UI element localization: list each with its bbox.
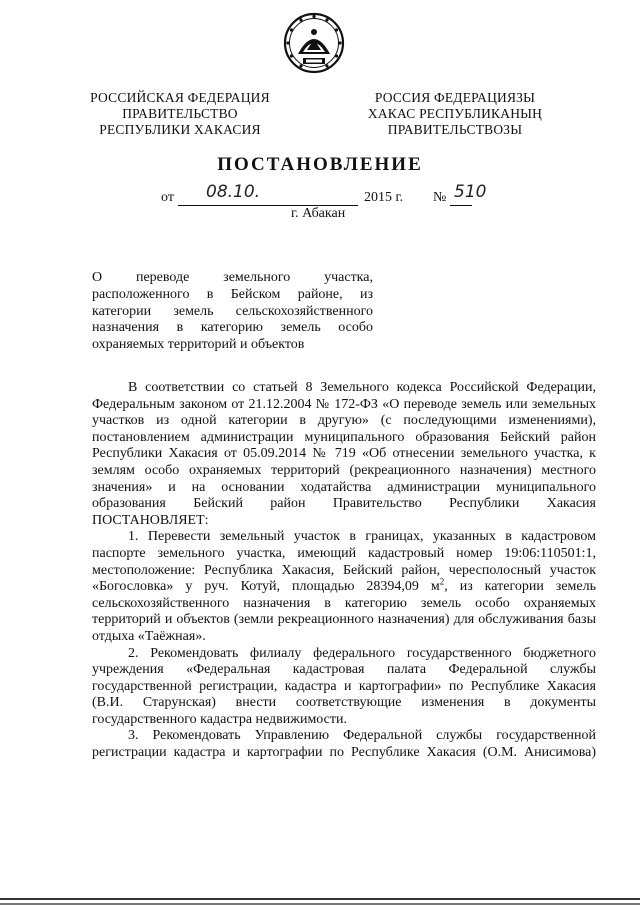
preamble-line: Федеральным законом от 21.12.2004 № 172-ФЗ «О переводе земель или земельных [92,396,596,412]
paragraph-3-line: регистрации кадастра и картографии по Республике Хакасия (О.М. Анисимова) [92,745,596,761]
paragraph-3-line: 3. Рекомендовать Управлению Федеральной службы государственной [128,728,596,744]
handwritten-number: 510 [454,182,487,202]
paragraph-1-line: местоположение: Республика Хакасия, Бейский район, чересполосный участок [92,562,596,578]
handwritten-date: 08.10. [206,182,261,202]
preamble-line: В соответствии со статьей 8 Земельного кодекса Российской Федерации, [128,380,596,395]
area-superscript: 2 [439,576,445,587]
subject-block [92,270,373,354]
date-prefix: от [161,190,174,205]
city-name: г. Абакан [291,206,346,221]
paragraph-2-line: 2. Рекомендовать филиалу федерального государственного бюджетного [128,645,596,661]
paragraph-2-line: учреждения «Федеральная кадастровая палата Федеральной службы [92,662,596,678]
paragraph-1-line: территорий и объектов (земли рекреационного назначения) для обслуживания базы [92,612,596,628]
subject-line: О переводе земельного участка, [92,270,373,285]
area-text: «Богословка» у руч. Котуй, площадью 28394,09 м [92,579,440,595]
paragraph-2-line: (В.И. Старунская) внести соответствующие изменения в документы [92,695,596,711]
subject-line: назначения в категорию земель особо [92,320,373,336]
preamble-line: землям особо охраняемых территорий (рекреационного назначения) местного [92,462,596,478]
document-body [92,380,596,762]
header-right-line: ПРАВИТЕЛЬСТВОЗЫ [387,122,523,137]
preamble-line: постановлением администрации муниципального образования Бейский район [92,429,596,445]
header-left-line: ПРАВИТЕЛЬСТВО [122,106,238,121]
paragraph-1-line: 1. Перевести земельный участок в границах, указанных в кадастровом [128,529,596,545]
preamble-line: участков из одной категории в другую» (с последующими изменениями), [92,413,596,429]
subject-line: категории земель сельскохозяйственного [92,303,373,319]
preamble-line: ПОСТАНОВЛЯЕТ: [92,512,209,528]
preamble-line: Республики Хакасия от 05.09.2014 № 719 «Об отнесении земельного участка, к [92,446,596,462]
paragraph-2-line: государственной регистрации, кадастра и картографии» по Республике Хакасия [92,678,596,694]
header-left-line: РЕСПУБЛИКИ ХАКАСИЯ [99,122,261,137]
area-tail-text: , из категории земель [444,579,596,595]
header-right-block [355,90,555,138]
header-left-block [80,90,280,138]
paragraph-1-area-line [92,576,596,596]
date-underline [178,191,358,206]
year-text: 2015 г. [364,190,404,205]
paragraph-2-line: государственного кадастра недвижимости. [92,711,347,727]
header-left-line: РОССИЙСКАЯ ФЕДЕРАЦИЯ [90,90,270,105]
document-title: ПОСТАНОВЛЕНИЕ [217,154,423,175]
scan-edge-line [0,898,640,900]
preamble-line: значения» и на основании ходатайства администрации муниципального [92,479,596,495]
header-right-line: РОССИЯ ФЕДЕРАЦИЯЗЫ [374,90,536,105]
paragraph-1-line: сельскохозяйственного назначения в категорию земель особо охраняемых [92,595,596,611]
header-right-line: ХАКАС РЕСПУБЛИКАНЫҢ [367,106,543,121]
paragraph-1-line: паспорте земельного участка, имеющий кадастровый номер 19:06:110501:1, [92,545,596,561]
paragraph-1-line: отдыха «Таёжная». [92,628,206,644]
subject-line: охраняемых территорий и объектов [92,337,305,353]
number-sign: № [433,190,447,205]
subject-line: расположенного в Бейском районе, из [92,286,373,302]
preamble-line: образования Бейский район Правительство Республики Хакасия [92,496,596,512]
coat-of-arms-emblem [283,12,345,74]
